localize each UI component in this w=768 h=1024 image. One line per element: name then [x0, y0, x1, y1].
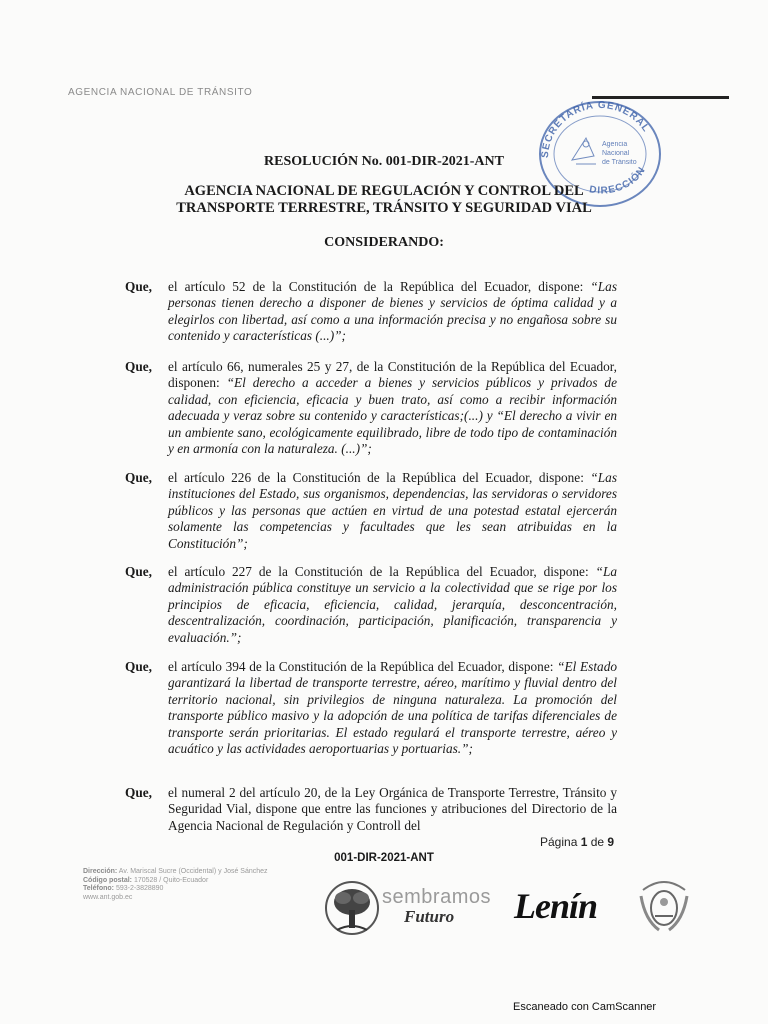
stamp-inner-line1: Agencia [602, 141, 628, 148]
que-label: Que, [125, 279, 152, 294]
clause-quote: “La administración pública constituye un servicio a la colectividad que se rige por los principios de eficacia, eficiencia, calidad, jerarquía, desconcentración, descentralización, coordinación, participación, planificación, transparencia y evaluación.”; [168, 564, 617, 645]
clause-text: el artículo 52 de la Constitución de la República del Ecuador, dispone: [168, 279, 591, 294]
stamp-inner-line3: de Tránsito [602, 159, 637, 166]
stamp-top-text: SECRETARÍA GENERAL [539, 99, 652, 159]
website-link: www.ant.gob.ec [83, 893, 133, 901]
address-label: Dirección: [83, 868, 118, 875]
clause-text: el artículo 66, numerales 25 y 27, de la Constitución de la República del Ecuador, disponen: [168, 359, 617, 391]
clause-text: el artículo 394 de la Constitución de la República del Ecuador, dispone: [168, 659, 558, 674]
slogan [382, 886, 491, 927]
clause-1 [125, 279, 617, 345]
agency-header-text: AGENCIA NACIONAL DE TRÁNSITO [68, 87, 253, 98]
que-label: Que, [125, 564, 152, 579]
clause-5 [125, 659, 617, 757]
tree-logo-icon [325, 880, 379, 942]
document-code: 001-DIR-2021-ANT [334, 852, 434, 864]
clause-2 [125, 359, 617, 457]
signature-text: Lenín [514, 886, 598, 926]
phone-label: Teléfono: [83, 885, 114, 893]
que-label: Que, [125, 470, 152, 485]
clause-quote: “Las personas tienen derecho a disponer de bienes y servicios de óptima calidad y a elegirlos con libertad, así como a una información precisa y no engañosa sobre su contenido y características (...)”; [168, 279, 617, 344]
clause-text: el artículo 226 de la Constitución de la República del Ecuador, dispone: [168, 470, 591, 485]
clause-quote: “El derecho a acceder a bienes y servicios públicos y privados de calidad, con eficiencia, eficacia y buen trato, así como a recibir información adecuada y veraz sobre su contenido y características;(...) y “El derecho a vivir en un ambiente sano, ecológicamente equilibrado, libre de todo tipo de contaminación y en armonía con la naturaleza. (...)”; [168, 375, 617, 457]
considerando-heading: CONSIDERANDO: [324, 235, 444, 250]
page-total: 9 [607, 835, 615, 849]
clause-text: el artículo 227 de la Constitución de la República del Ecuador, dispone: [168, 564, 596, 579]
slogan-line2: Futuro [404, 907, 455, 926]
page-number [540, 835, 614, 849]
phone-value: 593-2-3828890 [115, 885, 164, 893]
agency-title [0, 183, 768, 217]
stamp-bottom-text: DIRECCIÓN [588, 164, 649, 197]
que-label: Que, [125, 659, 152, 674]
postal-label: Código postal: [83, 876, 132, 884]
agency-title-line2: TRANSPORTE TERRESTRE, TRÁNSITO Y SEGURIDAD VIAL [176, 200, 592, 216]
que-label: Que, [125, 785, 152, 800]
coat-of-arms-icon [637, 876, 691, 936]
postal-value: 170528 / Quito-Ecuador [133, 876, 209, 884]
agency-title-line1: AGENCIA NACIONAL DE REGULACIÓN Y CONTROL DEL [184, 183, 584, 199]
page-current: 1 [580, 835, 588, 849]
address-value: Av. Mariscal Sucre (Occidental) y José Sánchez [118, 868, 268, 875]
scanner-credit: Escaneado con CamScanner [513, 1001, 657, 1013]
clause-6 [125, 785, 617, 834]
lenin-signature-logo [510, 882, 622, 932]
clause-4 [125, 564, 617, 646]
resolution-title: RESOLUCIÓN No. 001-DIR-2021-ANT [264, 154, 504, 169]
page-sep: de [587, 835, 608, 849]
clause-text: el numeral 2 del artículo 20, de la Ley Orgánica de Transporte Terrestre, Tránsito y Seguridad Vial, dispone que entre las funciones y atribuciones del Directorio de la Agencia Nacional de Regulación y Controll del [168, 785, 617, 833]
clause-quote: “El Estado garantizará la libertad de transporte terrestre, aéreo, marítimo y fluvial dentro del territorio nacional, sin privilegios de ninguna naturaleza. La promoción del transporte público masivo y la adopción de una política de tarifas diferenciales de transporte serán prioritarias. El estado regulará el transporte terrestre, aéreo y acuático y las actividades aeroportuarias y portuarias.”; [168, 659, 617, 757]
clause-3 [125, 470, 617, 552]
stamp-inner-line2: Nacional [602, 150, 630, 157]
clause-quote: “Las instituciones del Estado, sus organismos, dependencias, las servidoras o servidores públicos y las personas que actúen en virtud de una potestad estatal ejercerán solamente las competencias y facultades que les sean atribuidas en la Constitución”; [168, 470, 617, 551]
slogan-line1: sembramos [382, 886, 491, 908]
page-prefix: Página [540, 835, 581, 849]
footer-address [83, 868, 323, 902]
que-label: Que, [125, 359, 152, 374]
